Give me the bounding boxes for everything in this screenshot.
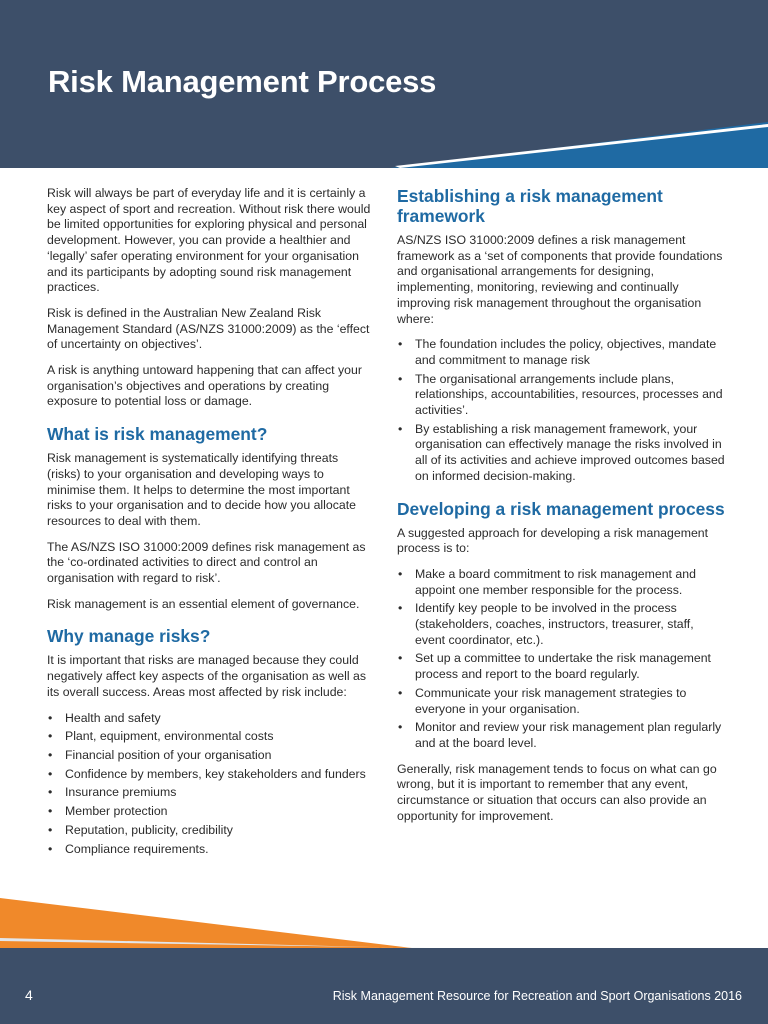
bullet-icon: • [48, 785, 53, 800]
bullet-icon: • [48, 729, 53, 744]
process-paragraph: A suggested approach for developing a risk management process is to: [397, 525, 709, 556]
bullet-icon: • [48, 747, 53, 762]
what-heading: What is risk management? [47, 424, 268, 445]
bullet-icon: • [398, 601, 403, 616]
left-column [47, 186, 372, 867]
list-item: • Compliance requirements. [48, 841, 209, 856]
why-list [47, 711, 372, 858]
process-heading: Developing a risk management process [397, 498, 725, 519]
closing-paragraph: Generally, risk management tends to focus on what can go wrong, but it is important to remember that any event, circumstance or situation that occurs can also provide an opportunity for improvement. [397, 761, 717, 823]
bullet-icon: • [48, 841, 53, 856]
list-item: • Financial position of your organisation [48, 747, 272, 762]
footer-light-line [0, 938, 430, 948]
list-item: • Reputation, publicity, credibility [48, 822, 233, 837]
framework-list [397, 337, 727, 484]
list-item: • The organisational arrangements include plans, relationships, accountabilities, resources, processes and activities’. [398, 371, 723, 418]
bullet-icon: • [398, 371, 403, 386]
list-item: • Member protection [48, 804, 168, 819]
bullet-icon: • [398, 421, 403, 436]
bullet-icon: • [398, 651, 403, 666]
what-paragraph-3: Risk management is an essential element of governance. [47, 596, 360, 611]
list-item: • Plant, equipment, environmental costs [48, 729, 274, 744]
bullet-icon: • [48, 804, 53, 819]
right-column [397, 186, 727, 835]
list-item: • Insurance premiums [48, 785, 177, 800]
page-number: 4 [25, 987, 33, 1003]
list-item: • Make a board commitment to risk management and appoint one member responsible for the process. [398, 566, 696, 597]
bullet-icon: • [48, 710, 53, 725]
bullet-icon: • [398, 685, 403, 700]
what-paragraph-1: Risk management is systematically identifying threats (risks) to your organisation and developing ways to minimise them. It helps to determine the most important risks to your organisation and to decide how you allocate resources to deal with them. [47, 451, 356, 528]
why-heading: Why manage risks? [47, 626, 211, 647]
why-paragraph: It is important that risks are managed because they could negatively affect key aspects of the organisation as well as its overall success. Areas most affected by risk include: [47, 653, 366, 699]
intro-paragraph-3: A risk is anything untoward happening that can affect your organisation’s objectives and operations by creating exposure to potential loss or damage. [47, 363, 362, 409]
framework-heading: Establishing a risk management framework [397, 186, 663, 226]
bullet-icon: • [48, 766, 53, 781]
what-paragraph-2: The AS/NZS ISO 31000:2009 defines risk management as the ‘co-ordinated activities to direct and control an organisation with regard to risk’. [47, 539, 366, 586]
intro-paragraph-1: Risk will always be part of everyday life and it is certainly a key aspect of sport and recreation. Without risk there would be limited opportunities for exploring physical and personal development. However, you can provide a healthier and ‘legally’ safer operating environment for your organisation and its participants by adopting sound risk management practices. [47, 186, 371, 295]
list-item: • By establishing a risk management framework, your organisation can effectively manage the risks involved in all of its activities and achieve improved outcomes based on informed decision-making. [398, 421, 725, 483]
list-item: • The foundation includes the policy, objectives, mandate and commitment to manage risk [398, 337, 717, 367]
bullet-icon: • [398, 566, 403, 581]
list-item: • Identify key people to be involved in the process (stakeholders, coaches, instructors, treasurer, staff, event coordinator, etc.). [398, 601, 694, 647]
intro-paragraph-2: Risk is defined in the Australian New Zealand Risk Management Standard (AS/NZS 31000:2009) as the ‘effect of uncertainty on objectives’. [47, 305, 370, 352]
footer-orange-wedge [0, 898, 412, 948]
list-item: • Monitor and review your risk management plan regularly and at the board level. [398, 720, 722, 750]
bullet-icon: • [398, 720, 403, 735]
list-item: • Health and safety [48, 710, 161, 725]
process-list [397, 567, 727, 752]
bullet-icon: • [398, 337, 403, 352]
framework-paragraph: AS/NZS ISO 31000:2009 defines a risk management framework as a ‘set of components that provide foundations and organisational arrangements for designing, implementing, monitoring, reviewing and continually improving risk management throughout the organisation where: [397, 233, 723, 326]
page-footer [0, 948, 768, 1024]
footer-title: Risk Management Resource for Recreation and Sport Organisations 2016 [332, 989, 742, 1003]
bullet-icon: • [48, 822, 53, 837]
list-item: • Communicate your risk management strategies to everyone in your organisation. [398, 685, 687, 716]
page-header [0, 0, 768, 168]
list-item: • Confidence by members, key stakeholders and funders [48, 766, 366, 781]
page-title: Risk Management Process [48, 64, 437, 99]
list-item: • Set up a committee to undertake the risk management process and report to the board regularly. [398, 651, 711, 682]
